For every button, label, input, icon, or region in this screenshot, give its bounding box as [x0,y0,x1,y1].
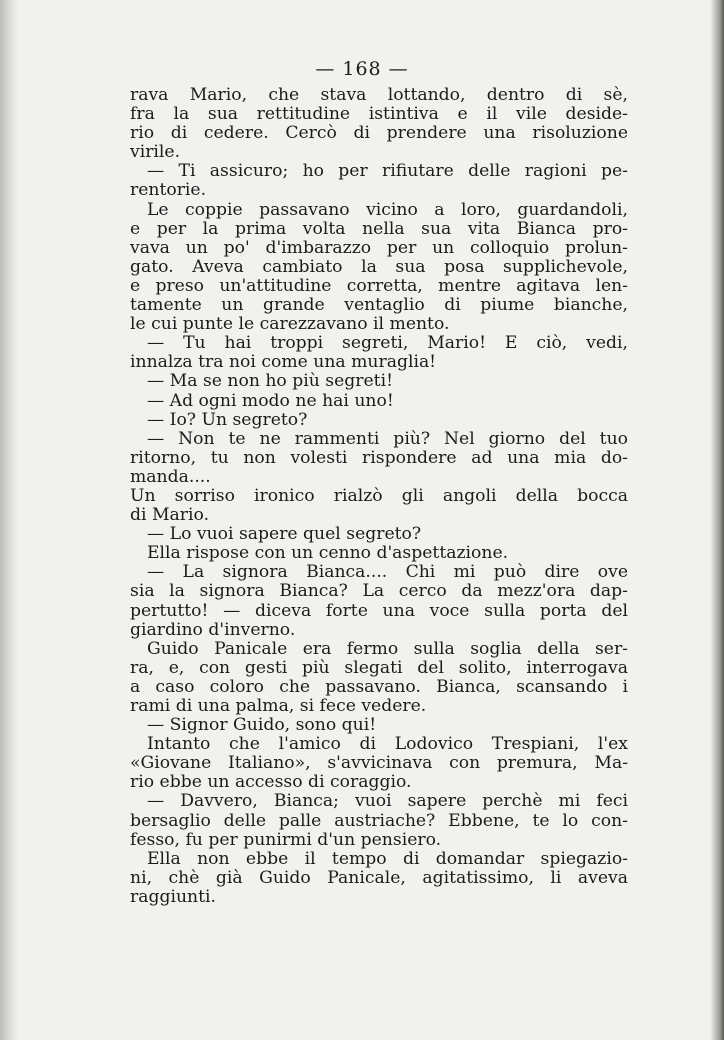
text-line: e preso un'attitudine corretta, mentre agitava len- [130,275,628,296]
text-line: sia la signora Bianca? La cerco da mezz'ora dap- [130,581,628,602]
text-line: — Tu hai troppi segreti, Mario! E ciò, vedi, [147,333,628,354]
text-line: e per la prima volta nella sua vita Bianca pro- [130,218,628,239]
text-line: virile. [130,142,181,163]
text-line: bersaglio delle palle austriache? Ebbene, te lo con- [130,810,628,831]
text-line: Guido Panicale era fermo sulla soglia della ser- [147,638,628,659]
page-left-edge-shadow [0,0,18,1040]
text-line: — Ad ogni modo ne hai uno! [147,390,394,411]
text-line: a caso coloro che passavano. Bianca, scansando i [130,676,628,697]
page-number: — 168 — [315,58,409,80]
text-line: — Io? Un segreto? [147,409,308,430]
body-text [130,86,628,907]
text-line: rio ebbe un accesso di coraggio. [130,772,412,793]
text-line: fra la sua rettitudine istintiva e il vile deside- [130,104,628,125]
text-line: manda.... [130,466,211,487]
text-line: raggiunti. [130,886,216,907]
text-line: di Mario. [130,505,210,526]
text-line: — Ti assicuro; ho per rifiutare delle ragioni pe- [147,161,628,182]
text-line: vava un po' d'imbarazzo per un colloquio prolun- [130,237,628,258]
text-line: ra, e, con gesti più slegati del solito, interrogava [130,657,628,678]
text-line: ni, chè già Guido Panicale, agitatissimo, li aveva [130,867,628,888]
text-line: ritorno, tu non volesti rispondere ad una mia do- [130,447,628,468]
text-line: tamente un grande ventaglio di piume bianche, [130,295,628,316]
text-line: — Signor Guido, sono qui! [147,715,377,736]
text-line: — Davvero, Bianca; vuoi sapere perchè mi feci [147,791,628,812]
text-line: Intanto che l'amico di Lodovico Trespiani, l'ex [147,734,628,755]
text-line: «Giovane Italiano», s'avvicinava con premura, Ma- [130,753,628,774]
text-line: — Ma se non ho più segreti! [147,371,393,392]
text-line: le cui punte le carezzavano il mento. [130,314,450,335]
text-line: innalza tra noi come una muraglia! [130,352,437,373]
text-line: Un sorriso ironico rialzò gli angoli della bocca [130,485,628,506]
text-line: Ella rispose con un cenno d'aspettazione. [147,543,509,564]
text-line: rio di cedere. Cercò di prendere una risoluzione [130,123,628,144]
text-line: fesso, fu per punirmi d'un pensiero. [130,829,442,850]
text-line: — La signora Bianca.... Chi mi può dire ove [147,562,628,583]
text-line: rami di una palma, si fece vedere. [130,696,427,716]
text-line: pertutto! — diceva forte una voce sulla porta del [130,600,628,621]
page-right-edge-shadow [710,0,724,1040]
text-line: gato. Aveva cambiato la sua posa supplichevole, [130,256,628,277]
text-line: Ella non ebbe il tempo di domandar spiegazio- [147,848,628,869]
text-line: rentorie. [130,180,207,201]
text-line: giardino d'inverno. [130,619,296,640]
text-line: rava Mario, che stava lottando, dentro di sè, [130,85,628,105]
text-line: Le coppie passavano vicino a loro, guardandoli, [147,199,628,220]
text-line: — Lo vuoi sapere quel segreto? [147,524,422,545]
text-line: — Non te ne rammenti più? Nel giorno del tuo [147,428,628,449]
